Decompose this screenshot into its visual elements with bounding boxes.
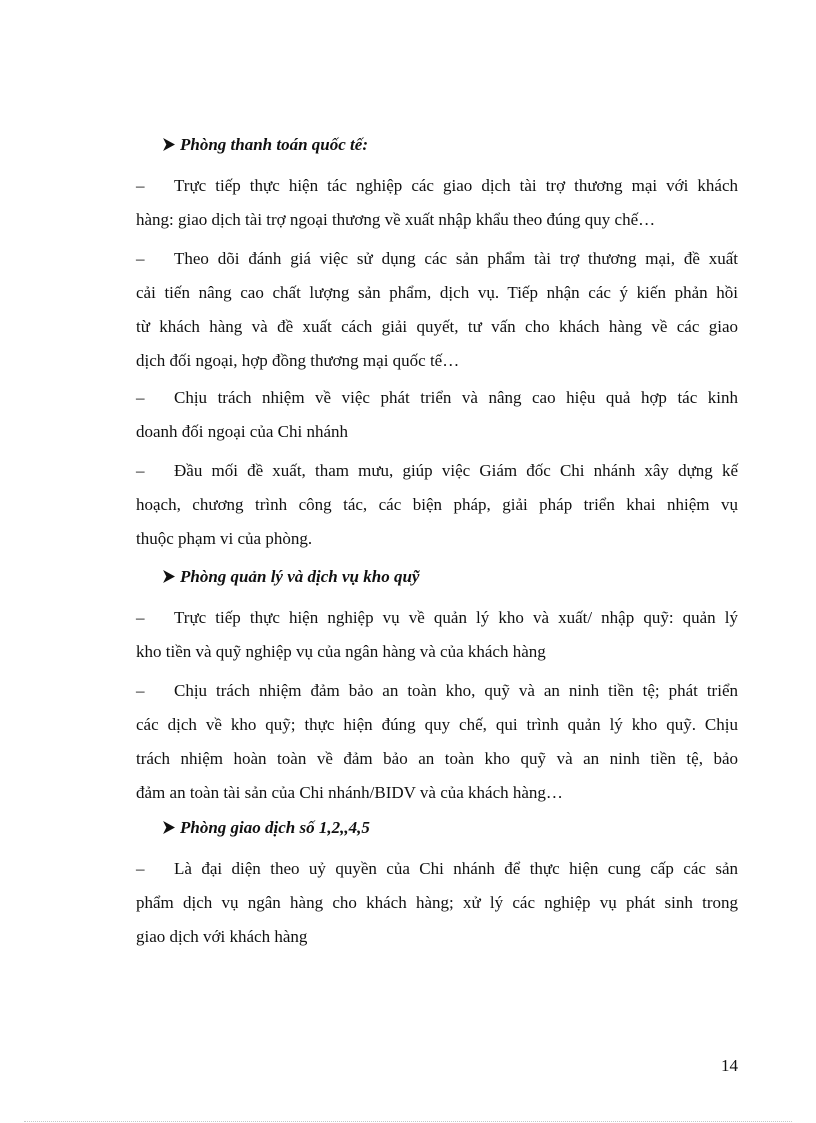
- list-item: – Đầu mối đề xuất, tham mưu, giúp việc Giám đốc Chi nhánh xây dựng kế hoạch, chương trình công tác, các biện pháp, giải pháp triển khai nhiệm vụ thuộc phạm vi của phòng.: [136, 454, 738, 556]
- paragraph-line: Theo dõi đánh giá việc sử dụng các sản phẩm tài trợ thương mại, đề xuất: [174, 249, 738, 268]
- paragraph-line: từ khách hàng và đề xuất cách giải quyết, tư vấn cho khách hàng về các giao: [136, 317, 738, 336]
- paragraph-line: kho tiền và quỹ nghiệp vụ của ngân hàng và của khách hàng: [136, 642, 546, 661]
- paragraph-line: trách nhiệm hoàn toàn về đảm bảo an toàn kho quỹ và an ninh tiền tệ, bảo: [136, 749, 738, 768]
- paragraph-line: Chịu trách nhiệm đảm bảo an toàn kho, quỹ và an ninh tiền tệ; phát triển: [174, 681, 738, 700]
- page-bottom-rule: [24, 1121, 792, 1122]
- paragraph-line: thuộc phạm vi của phòng.: [136, 529, 313, 548]
- page-number: 14: [721, 1056, 738, 1075]
- paragraph-line: phẩm dịch vụ ngân hàng cho khách hàng; xử lý các nghiệp vụ phát sinh trong: [136, 893, 738, 912]
- paragraph-line: doanh đối ngoại của Chi nhánh: [136, 422, 348, 441]
- paragraph-line: hoạch, chương trình công tác, các biện pháp, giải pháp triển khai nhiệm vụ: [136, 495, 738, 514]
- list-item: – Trực tiếp thực hiện nghiệp vụ về quản lý kho và xuất/ nhập quỹ: quản lý kho tiền và quỹ nghiệp vụ của ngân hàng và của khách hàng: [136, 601, 738, 669]
- list-item: – Chịu trách nhiệm về việc phát triển và nâng cao hiệu quả hợp tác kinh doanh đối ngoại của Chi nhánh: [136, 381, 738, 449]
- list-item: – Là đại diện theo uỷ quyền của Chi nhánh để thực hiện cung cấp các sản phẩm dịch vụ ngân hàng cho khách hàng; xử lý các nghiệp vụ phát sinh trong giao dịch với khách hàng: [136, 852, 738, 954]
- paragraph-line: giao dịch với khách hàng: [136, 927, 308, 946]
- paragraph-line: Trực tiếp thực hiện tác nghiệp các giao dịch tài trợ thương mại với khách: [174, 176, 738, 195]
- paragraph-line: Đầu mối đề xuất, tham mưu, giúp việc Giám đốc Chi nhánh xây dựng kế: [174, 461, 738, 480]
- paragraph-line: hàng: giao dịch tài trợ ngoại thương về xuất nhập khẩu theo đúng quy chế…: [136, 210, 656, 229]
- section-heading-vault-services: Phòng quản lý và dịch vụ kho quỹ: [162, 567, 419, 587]
- arrow-bullet-icon: [162, 570, 175, 583]
- list-item: – Theo dõi đánh giá việc sử dụng các sản phẩm tài trợ thương mại, đề xuất cải tiến nâng cao chất lượng sản phẩm, dịch vụ. Tiếp nhận các ý kiến phản hồi từ khách hàng và đề xuất cách giải quyết, tư vấn cho khách hàng về các giao dịch đối ngoại, hợp đồng thương mại quốc tế…: [136, 242, 738, 378]
- paragraph-line: dịch đối ngoại, hợp đồng thương mại quốc tế…: [136, 351, 460, 370]
- section-heading-transaction-offices: Phòng giao dịch số 1,2,,4,5: [162, 818, 370, 838]
- list-item: – Trực tiếp thực hiện tác nghiệp các giao dịch tài trợ thương mại với khách hàng: giao dịch tài trợ ngoại thương về xuất nhập khẩu theo đúng quy chế…: [136, 169, 738, 237]
- paragraph-line: Là đại diện theo uỷ quyền của Chi nhánh để thực hiện cung cấp các sản: [174, 859, 738, 878]
- paragraph-line: Trực tiếp thực hiện nghiệp vụ về quản lý kho và xuất/ nhập quỹ: quản lý: [174, 608, 738, 627]
- paragraph-line: cải tiến nâng cao chất lượng sản phẩm, dịch vụ. Tiếp nhận các ý kiến phản hồi: [136, 283, 738, 302]
- paragraph-line: đảm an toàn tài sản của Chi nhánh/BIDV và của khách hàng…: [136, 783, 563, 802]
- arrow-bullet-icon: [162, 138, 175, 151]
- paragraph-line: Chịu trách nhiệm về việc phát triển và nâng cao hiệu quả hợp tác kinh: [174, 388, 738, 407]
- arrow-bullet-icon: [162, 821, 175, 834]
- section-heading-international-payment: Phòng thanh toán quốc tế:: [162, 135, 368, 155]
- paragraph-line: các dịch về kho quỹ; thực hiện đúng quy chế, qui trình quản lý kho quỹ. Chịu: [136, 715, 738, 734]
- list-item: – Chịu trách nhiệm đảm bảo an toàn kho, quỹ và an ninh tiền tệ; phát triển các dịch về kho quỹ; thực hiện đúng quy chế, qui trình quản lý kho quỹ. Chịu trách nhiệm hoàn toàn về đảm bảo an toàn kho quỹ và an ninh tiền tệ, bảo đảm an toàn tài sản của Chi nhánh/BIDV và của khách hàng…: [136, 674, 738, 810]
